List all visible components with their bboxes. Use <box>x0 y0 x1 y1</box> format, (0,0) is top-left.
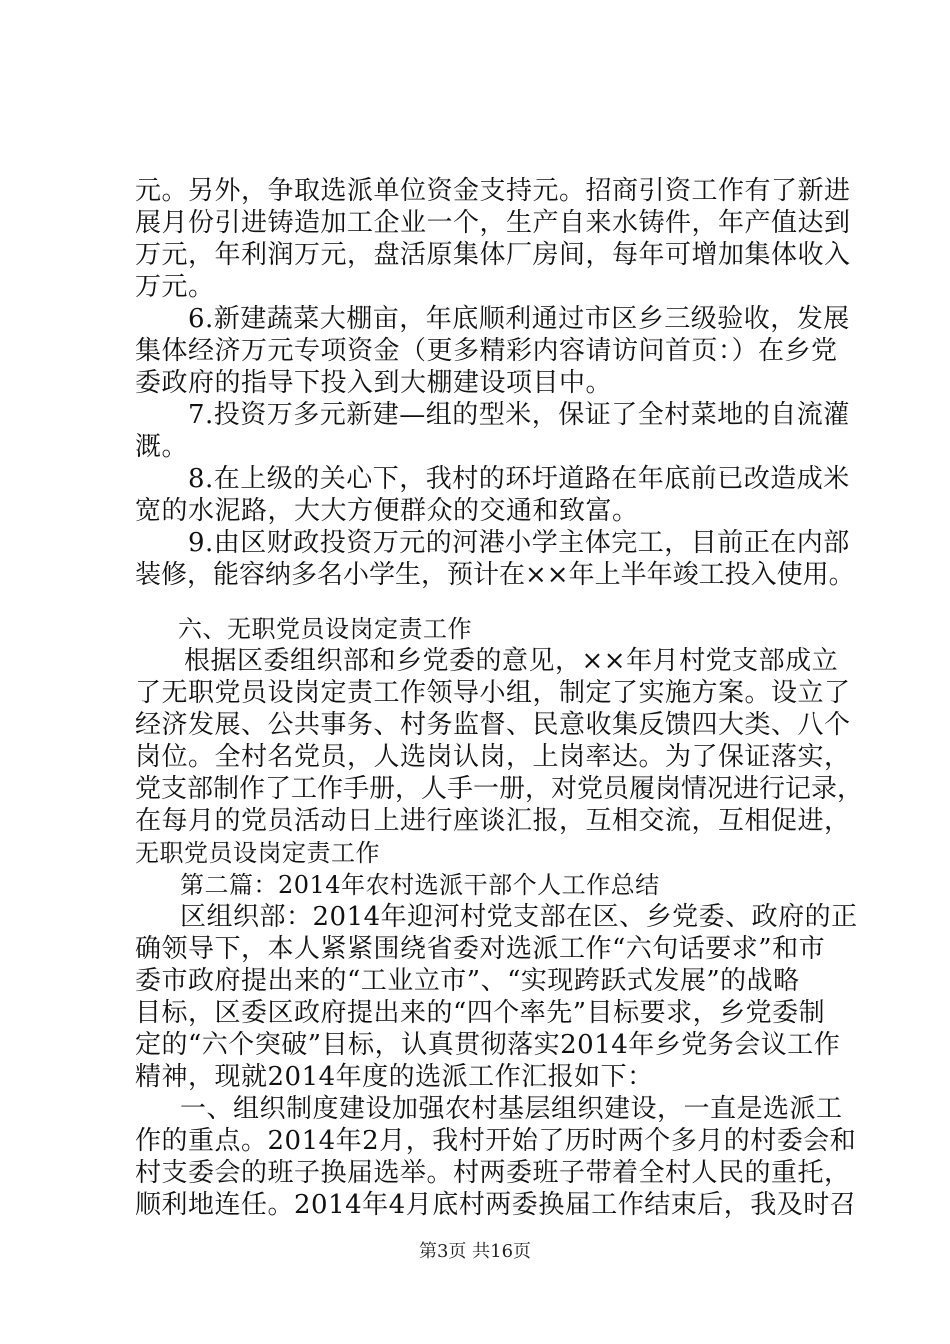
text-line: 装修，能容纳多名小学生，预计在××年上半年竣工投入使用。 <box>135 560 855 590</box>
text-line: 区组织部：2014年迎河村党支部在区、乡党委、政府的正 <box>180 902 858 932</box>
text-line: 展月份引进铸造加工企业一个，生产自来水铸件，年产值达到 <box>135 208 851 238</box>
text-line: 8.在上级的关心下，我村的环圩道路在年底前已改造成米 <box>188 464 850 494</box>
text-line: 根据区委组织部和乡党委的意见，××年月村党支部成立 <box>184 646 839 676</box>
text-line: 委政府的指导下投入到大棚建设项目中。 <box>135 368 613 398</box>
text-line: 无职党员设岗定责工作 <box>135 839 380 867</box>
text-line: 经济发展、公共事务、村务监督、民意收集反馈四大类、八个 <box>135 710 851 740</box>
text-line: 党支部制作了工作手册，人手一册，对党员履岗情况进行记录， <box>135 774 864 804</box>
text-line: 了无职党员设岗定责工作领导小组，制定了实施方案。设立了 <box>135 678 851 708</box>
section-heading: 第二篇：2014年农村选派干部个人工作总结 <box>180 871 660 899</box>
text-line: 一、组织制度建设加强农村基层组织建设，一直是选派工 <box>180 1094 843 1124</box>
section-heading: 六、无职党员设岗定责工作 <box>178 615 472 643</box>
text-line: 万元，年利润万元，盘活原集体厂房间，每年可增加集体收入 <box>135 240 851 270</box>
text-line: 9.由区财政投资万元的河港小学主体完工，目前正在内部 <box>188 528 850 558</box>
text-line: 元。另外，争取选派单位资金支持元。招商引资工作有了新进 <box>135 176 851 206</box>
text-line: 万元。 <box>135 272 215 302</box>
text-line: 顺利地连任。2014年4月底村两委换届工作结束后，我及时召 <box>135 1190 857 1220</box>
text-line: 精神，现就2014年度的选派工作汇报如下： <box>135 1062 654 1092</box>
text-line: 目标，区委区政府提出来的“四个率先”目标要求，乡党委制 <box>135 998 826 1028</box>
text-line: 作的重点。2014年2月，我村开始了历时两个多月的村委会和 <box>135 1126 857 1156</box>
text-line: 宽的水泥路，大大方便群众的交通和致富。 <box>135 496 639 526</box>
text-line: 6.新建蔬菜大棚亩，年底顺利通过市区乡三级验收，发展 <box>188 304 850 334</box>
text-line: 委市政府提出来的“工业立市”、“实现跨跃式发展”的战略 <box>135 966 800 996</box>
page-number-footer: 第3页 共16页 <box>418 1241 532 1262</box>
text-line: 确领导下，本人紧紧围绕省委对选派工作“六句话要求”和市 <box>135 934 826 964</box>
text-line: 岗位。全村名党员，人选岗认岗，上岗率达。为了保证落实， <box>135 742 851 772</box>
text-line: 集体经济万元专项资金（更多精彩内容请访问首页：）在乡党 <box>135 336 838 366</box>
text-line: 在每月的党员活动日上进行座谈汇报，互相交流，互相促进， <box>135 806 851 836</box>
text-line: 溉。 <box>135 432 189 462</box>
text-line: 村支委会的班子换届选举。村两委班子带着全村人民的重托， <box>135 1158 851 1188</box>
text-line: 7.投资万多元新建—组的型米，保证了全村菜地的自流灌 <box>188 400 850 430</box>
text-line: 定的“六个突破”目标，认真贯彻落实2014年乡党务会议工作 <box>135 1030 841 1060</box>
